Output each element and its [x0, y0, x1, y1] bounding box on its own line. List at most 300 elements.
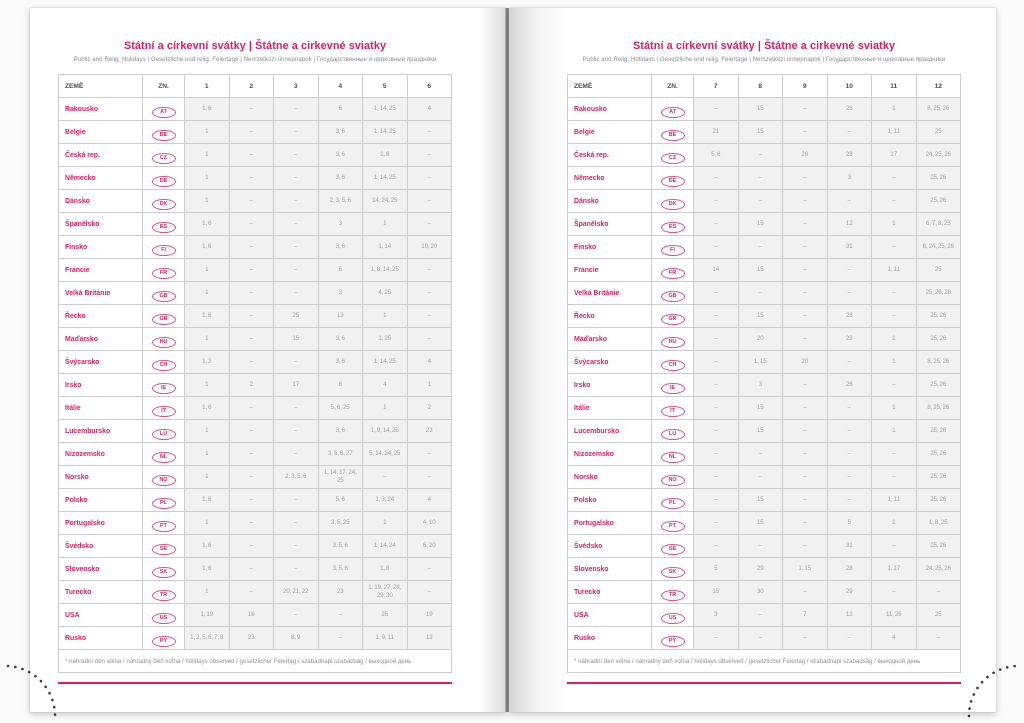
- month-cell: 1, 19: [185, 604, 230, 627]
- country-code-cell: [143, 144, 185, 167]
- country-code-cell: [143, 581, 185, 604]
- table-header: [59, 75, 452, 98]
- table-row: [59, 397, 452, 420]
- month-cell: 25, 26: [916, 535, 961, 558]
- country-code-cell: [143, 259, 185, 282]
- month-cell: 29: [738, 558, 783, 581]
- month-cell: –: [274, 167, 319, 190]
- month-cell: –: [738, 144, 783, 167]
- country-code-badge: US: [152, 613, 176, 624]
- country-name: USA: [568, 604, 652, 627]
- month-cell: 1, 2, 5, 6, 7, 8: [185, 627, 230, 650]
- month-cell: 25: [916, 121, 961, 144]
- col-header-month: 10: [827, 75, 872, 98]
- table-row: [59, 282, 452, 305]
- month-cell: –: [407, 328, 452, 351]
- month-cell: –: [827, 351, 872, 374]
- month-cell: 1: [185, 144, 230, 167]
- country-code-cell: [652, 351, 694, 374]
- country-code-cell: [143, 282, 185, 305]
- month-cell: 25, 26: [916, 443, 961, 466]
- month-cell: –: [783, 489, 828, 512]
- month-cell: –: [694, 190, 739, 213]
- country-code-cell: [143, 420, 185, 443]
- month-cell: 1, 3, 24: [363, 489, 408, 512]
- country-code-badge: CH: [661, 360, 685, 371]
- country-code-badge: PL: [661, 498, 685, 509]
- month-cell: –: [274, 512, 319, 535]
- table-row: [568, 512, 961, 535]
- country-code-cell: [143, 305, 185, 328]
- country-code-badge: GB: [152, 291, 176, 302]
- country-name: Itálie: [59, 397, 143, 420]
- country-name: Francie: [59, 259, 143, 282]
- country-name: Irsko: [568, 374, 652, 397]
- pink-divider: [58, 682, 452, 684]
- month-cell: –: [229, 121, 274, 144]
- month-cell: 1: [363, 305, 408, 328]
- country-code-cell: [143, 121, 185, 144]
- month-cell: 25, 26: [916, 328, 961, 351]
- country-code-badge: CH: [152, 360, 176, 371]
- month-cell: –: [872, 305, 917, 328]
- month-cell: 6, 24, 25, 26: [916, 236, 961, 259]
- month-cell: –: [407, 213, 452, 236]
- month-cell: 15: [738, 121, 783, 144]
- month-cell: –: [274, 489, 319, 512]
- country-code-badge: US: [661, 613, 685, 624]
- month-cell: 3, 5, 25: [318, 512, 363, 535]
- month-cell: 6: [318, 98, 363, 121]
- month-cell: 4, 10: [407, 512, 452, 535]
- month-cell: –: [229, 420, 274, 443]
- country-name: Švédsko: [59, 535, 143, 558]
- country-code-badge: PL: [152, 498, 176, 509]
- country-code-cell: [143, 397, 185, 420]
- month-cell: –: [407, 466, 452, 489]
- month-cell: 1: [185, 190, 230, 213]
- col-header-code: ZN.: [143, 75, 185, 98]
- month-cell: –: [229, 535, 274, 558]
- month-cell: 23: [407, 420, 452, 443]
- month-cell: –: [694, 282, 739, 305]
- month-cell: 1: [185, 512, 230, 535]
- month-cell: –: [783, 190, 828, 213]
- month-cell: –: [229, 351, 274, 374]
- country-name: Belgie: [568, 121, 652, 144]
- month-cell: –: [694, 397, 739, 420]
- month-cell: 1: [872, 213, 917, 236]
- month-cell: –: [274, 558, 319, 581]
- month-cell: –: [694, 374, 739, 397]
- month-cell: 1, 8, 14, 25: [363, 259, 408, 282]
- country-code-cell: [652, 328, 694, 351]
- table-row: [568, 604, 961, 627]
- country-name: Švédsko: [568, 535, 652, 558]
- country-code-cell: [143, 236, 185, 259]
- table-row: [568, 374, 961, 397]
- month-cell: 1: [185, 420, 230, 443]
- page-subtitle: Public and Relig. Holidays | Gesetzliche und relig. Feiertage | Nemzetközi ünnepnapok | Государственные и церковные праздники: [73, 56, 437, 63]
- month-cell: 6, 7, 8, 25: [916, 213, 961, 236]
- month-cell: –: [783, 328, 828, 351]
- month-cell: 7: [783, 604, 828, 627]
- month-cell: –: [229, 236, 274, 259]
- month-cell: 1: [185, 167, 230, 190]
- month-cell: 1, 6: [185, 236, 230, 259]
- footnote-row: [59, 650, 452, 673]
- month-cell: –: [229, 397, 274, 420]
- month-cell: –: [229, 282, 274, 305]
- month-cell: –: [827, 443, 872, 466]
- month-cell: 3, 6: [318, 351, 363, 374]
- month-cell: 1: [185, 328, 230, 351]
- table-row: [59, 144, 452, 167]
- pink-divider: [567, 682, 961, 684]
- month-cell: –: [694, 236, 739, 259]
- month-cell: –: [783, 397, 828, 420]
- table-row: [59, 489, 452, 512]
- table-row: [568, 489, 961, 512]
- table-row: [568, 213, 961, 236]
- month-cell: 1, 11: [872, 259, 917, 282]
- country-code-cell: [652, 604, 694, 627]
- month-cell: –: [783, 581, 828, 604]
- country-code-cell: [652, 190, 694, 213]
- country-code-badge: FR: [661, 268, 685, 279]
- month-cell: 3: [738, 374, 783, 397]
- country-name: Švýcarsko: [568, 351, 652, 374]
- month-cell: 25: [274, 305, 319, 328]
- table-row: [568, 581, 961, 604]
- country-code-badge: PT: [152, 521, 176, 532]
- month-cell: 1, 14, 24: [363, 535, 408, 558]
- table-footer: [59, 650, 452, 673]
- month-cell: –: [827, 259, 872, 282]
- month-cell: 25, 26: [916, 466, 961, 489]
- month-cell: –: [229, 512, 274, 535]
- country-name: Irsko: [59, 374, 143, 397]
- month-cell: –: [274, 121, 319, 144]
- month-cell: –: [783, 627, 828, 650]
- month-cell: –: [694, 489, 739, 512]
- country-code-badge: CZ: [152, 153, 176, 164]
- country-name: Rakousko: [59, 98, 143, 121]
- table-row: [568, 282, 961, 305]
- month-cell: –: [783, 466, 828, 489]
- month-cell: –: [827, 627, 872, 650]
- month-cell: –: [916, 581, 961, 604]
- country-name: Turecko: [59, 581, 143, 604]
- month-cell: –: [274, 259, 319, 282]
- country-code-cell: [143, 213, 185, 236]
- month-cell: 25: [916, 259, 961, 282]
- country-code-badge: SE: [152, 544, 176, 555]
- month-cell: 15: [274, 328, 319, 351]
- month-cell: 29: [827, 581, 872, 604]
- country-code-badge: AT: [152, 107, 176, 118]
- country-code-cell: [143, 443, 185, 466]
- country-code-cell: [652, 213, 694, 236]
- country-name: Dánsko: [568, 190, 652, 213]
- country-name: Finsko: [568, 236, 652, 259]
- table-footer: [568, 650, 961, 673]
- month-cell: 1, 14, 25: [363, 351, 408, 374]
- country-code-cell: [652, 420, 694, 443]
- month-cell: –: [274, 190, 319, 213]
- table-row: [59, 512, 452, 535]
- col-header-month: 8: [738, 75, 783, 98]
- month-cell: –: [872, 282, 917, 305]
- month-cell: –: [783, 374, 828, 397]
- month-cell: 24, 25, 26: [916, 144, 961, 167]
- table-row: [568, 259, 961, 282]
- col-header-month: 5: [363, 75, 408, 98]
- country-code-cell: [143, 351, 185, 374]
- country-name: Řecko: [59, 305, 143, 328]
- table-row: [59, 604, 452, 627]
- col-header-month: 7: [694, 75, 739, 98]
- month-cell: 15: [694, 581, 739, 604]
- month-cell: –: [783, 420, 828, 443]
- month-cell: –: [229, 328, 274, 351]
- country-code-badge: NO: [152, 475, 176, 486]
- month-cell: –: [827, 489, 872, 512]
- country-code-badge: IE: [661, 383, 685, 394]
- month-cell: –: [274, 604, 319, 627]
- country-name: Portugalsko: [59, 512, 143, 535]
- month-cell: –: [694, 420, 739, 443]
- month-cell: –: [783, 282, 828, 305]
- month-cell: 1: [185, 581, 230, 604]
- country-code-badge: GR: [661, 314, 685, 325]
- month-cell: 3: [318, 282, 363, 305]
- country-name: Lucembursko: [59, 420, 143, 443]
- country-name: Finsko: [59, 236, 143, 259]
- table-row: [59, 558, 452, 581]
- month-cell: 12: [827, 213, 872, 236]
- month-cell: 2: [229, 374, 274, 397]
- month-cell: –: [738, 535, 783, 558]
- month-cell: 16: [229, 604, 274, 627]
- month-cell: 3, 6: [318, 328, 363, 351]
- table-row: [568, 167, 961, 190]
- month-cell: 8, 9: [274, 627, 319, 650]
- country-code-cell: [652, 236, 694, 259]
- month-cell: 3, 6: [318, 236, 363, 259]
- page-title: Státní a církevní svátky | Štátne a cirkevné sviatky: [123, 40, 387, 52]
- month-cell: –: [274, 144, 319, 167]
- country-code-cell: [652, 305, 694, 328]
- month-cell: 19, 20: [407, 236, 452, 259]
- month-cell: 15: [738, 305, 783, 328]
- table-row: [568, 121, 961, 144]
- table-row: [568, 305, 961, 328]
- month-cell: 1, 6: [185, 98, 230, 121]
- country-name: Rusko: [59, 627, 143, 650]
- country-code-badge: PT: [661, 521, 685, 532]
- table-row: [568, 397, 961, 420]
- month-cell: –: [274, 420, 319, 443]
- month-cell: –: [407, 144, 452, 167]
- country-code-cell: [652, 489, 694, 512]
- month-cell: –: [407, 167, 452, 190]
- table-row: [59, 351, 452, 374]
- month-cell: –: [407, 305, 452, 328]
- month-cell: 5: [827, 512, 872, 535]
- table-row: [59, 259, 452, 282]
- month-cell: 1, 14, 25: [363, 121, 408, 144]
- month-cell: 1, 6: [185, 397, 230, 420]
- month-cell: 26: [827, 98, 872, 121]
- month-cell: –: [229, 558, 274, 581]
- month-cell: 1: [872, 512, 917, 535]
- month-cell: 1, 11: [872, 121, 917, 144]
- country-name: Itálie: [568, 397, 652, 420]
- month-cell: 1, 17: [872, 558, 917, 581]
- country-name: Česká rep.: [568, 144, 652, 167]
- country-code-cell: [143, 604, 185, 627]
- country-code-badge: ES: [152, 222, 176, 233]
- country-name: Slovensko: [59, 558, 143, 581]
- month-cell: –: [274, 351, 319, 374]
- month-cell: 1, 14, 25: [363, 98, 408, 121]
- month-cell: –: [274, 98, 319, 121]
- table-row: [568, 98, 961, 121]
- country-code-badge: NO: [661, 475, 685, 486]
- month-cell: 3, 5, 6: [318, 558, 363, 581]
- month-cell: 31: [827, 535, 872, 558]
- country-code-badge: DK: [661, 199, 685, 210]
- month-cell: –: [229, 190, 274, 213]
- country-code-cell: [652, 466, 694, 489]
- month-cell: 28: [827, 558, 872, 581]
- month-cell: 5, 14, 24, 25: [363, 443, 408, 466]
- month-cell: –: [783, 443, 828, 466]
- country-name: Švýcarsko: [59, 351, 143, 374]
- country-code-cell: [652, 121, 694, 144]
- country-code-badge: DK: [152, 199, 176, 210]
- month-cell: –: [872, 167, 917, 190]
- col-header-country: ZEMĚ: [59, 75, 143, 98]
- month-cell: –: [783, 213, 828, 236]
- table-row: [568, 466, 961, 489]
- month-cell: 31: [827, 236, 872, 259]
- col-header-code: ZN.: [652, 75, 694, 98]
- month-cell: 14, 24, 25: [363, 190, 408, 213]
- month-cell: 25, 26: [916, 374, 961, 397]
- month-cell: 12: [407, 627, 452, 650]
- month-cell: 25, 26: [916, 305, 961, 328]
- country-code-badge: HU: [661, 337, 685, 348]
- month-cell: 13: [318, 305, 363, 328]
- col-header-month: 11: [872, 75, 917, 98]
- table-row: [568, 351, 961, 374]
- country-code-badge: FI: [152, 245, 176, 256]
- country-code-badge: AT: [661, 107, 685, 118]
- country-code-cell: [143, 328, 185, 351]
- month-cell: 1: [872, 98, 917, 121]
- month-cell: 4: [407, 351, 452, 374]
- country-code-cell: [143, 374, 185, 397]
- month-cell: 2, 3, 5, 6: [318, 190, 363, 213]
- table-row: [568, 535, 961, 558]
- month-cell: –: [783, 167, 828, 190]
- month-cell: –: [274, 282, 319, 305]
- month-cell: 3, 6: [318, 167, 363, 190]
- country-code-badge: FI: [661, 245, 685, 256]
- month-cell: –: [694, 466, 739, 489]
- month-cell: –: [872, 443, 917, 466]
- month-cell: –: [274, 397, 319, 420]
- country-code-badge: IT: [661, 406, 685, 417]
- month-cell: –: [872, 374, 917, 397]
- month-cell: –: [694, 351, 739, 374]
- month-cell: 25: [916, 604, 961, 627]
- month-cell: –: [694, 98, 739, 121]
- month-cell: –: [872, 581, 917, 604]
- month-cell: –: [694, 167, 739, 190]
- table-row: [59, 167, 452, 190]
- country-name: Norsko: [568, 466, 652, 489]
- country-code-badge: GB: [661, 291, 685, 302]
- month-cell: 5, 6, 25: [318, 397, 363, 420]
- month-cell: 15: [738, 512, 783, 535]
- table-row: [59, 374, 452, 397]
- month-cell: 1: [185, 443, 230, 466]
- country-code-cell: [652, 167, 694, 190]
- table-row: [59, 420, 452, 443]
- month-cell: 15: [738, 213, 783, 236]
- month-cell: 1, 14, 17, 24, 25: [318, 466, 363, 489]
- month-cell: 1: [363, 397, 408, 420]
- country-code-cell: [143, 98, 185, 121]
- country-code-badge: ES: [661, 222, 685, 233]
- table-row: [59, 328, 452, 351]
- month-cell: 1: [185, 259, 230, 282]
- month-cell: –: [827, 466, 872, 489]
- table-row: [568, 190, 961, 213]
- month-cell: –: [916, 627, 961, 650]
- table-row: [59, 535, 452, 558]
- country-code-badge: DE: [152, 176, 176, 187]
- table-row: [568, 558, 961, 581]
- month-cell: –: [694, 305, 739, 328]
- month-cell: 1, 11: [872, 489, 917, 512]
- country-code-cell: [143, 512, 185, 535]
- country-name: Německo: [568, 167, 652, 190]
- country-code-cell: [652, 259, 694, 282]
- header-row: [59, 75, 452, 98]
- country-name: Řecko: [568, 305, 652, 328]
- month-cell: 6: [318, 259, 363, 282]
- country-name: USA: [59, 604, 143, 627]
- month-cell: 1, 14: [363, 236, 408, 259]
- month-cell: 1, 9, 14, 25: [363, 420, 408, 443]
- table-row: [568, 328, 961, 351]
- month-cell: 1, 6: [185, 489, 230, 512]
- country-name: Turecko: [568, 581, 652, 604]
- table-row: [568, 627, 961, 650]
- country-code-badge: SK: [152, 567, 176, 578]
- country-name: Nizozemsko: [59, 443, 143, 466]
- table-row: [59, 466, 452, 489]
- month-cell: 1, 6: [185, 213, 230, 236]
- country-code-badge: LU: [661, 429, 685, 440]
- month-cell: –: [274, 213, 319, 236]
- month-cell: 1: [872, 397, 917, 420]
- country-code-cell: [652, 443, 694, 466]
